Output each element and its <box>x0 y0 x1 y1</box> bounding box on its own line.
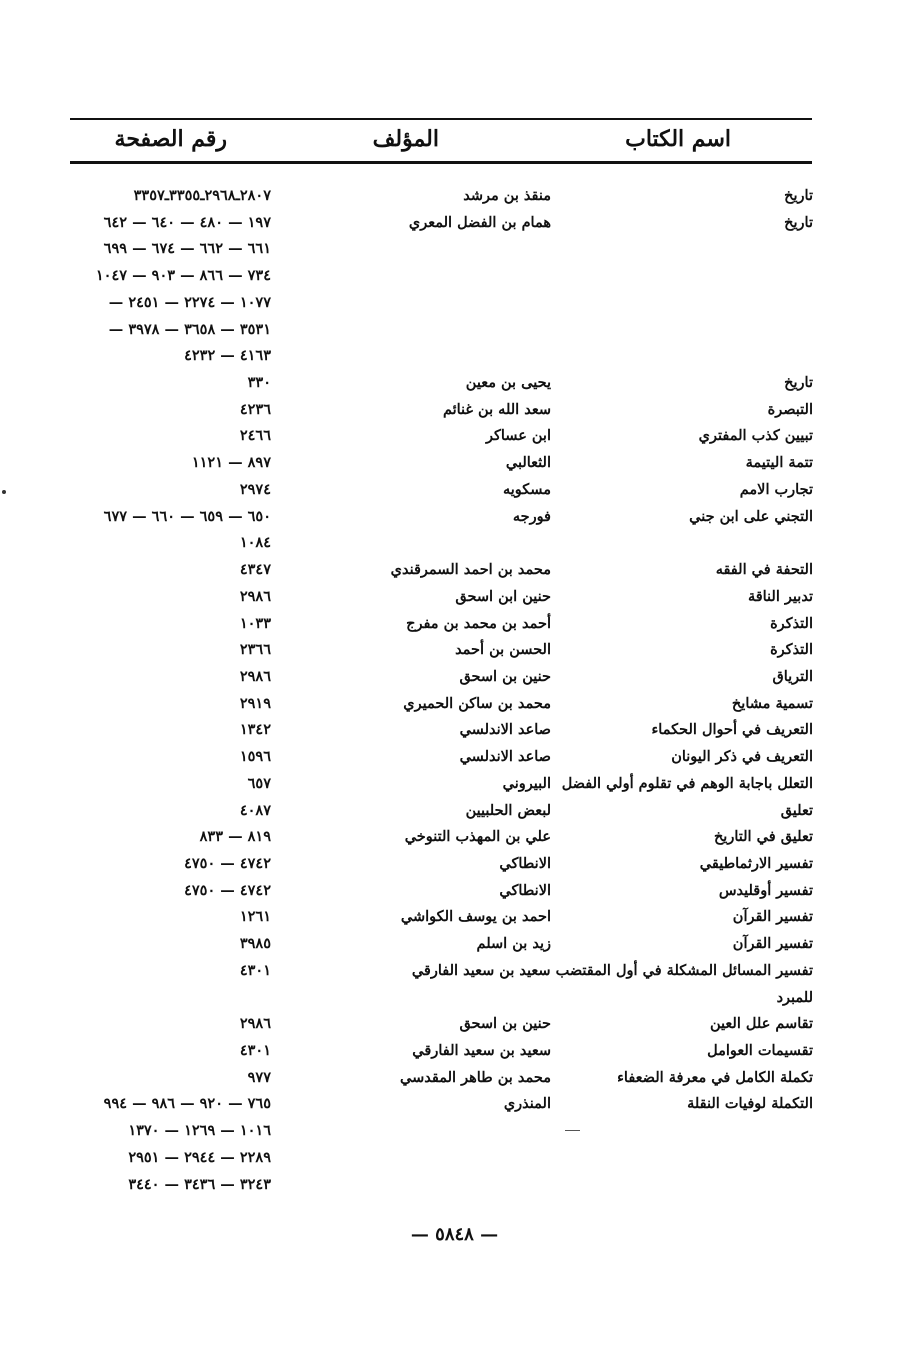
page-numbers-cell: ٤٧٤٢ — ٤٧٥٠ <box>184 881 271 899</box>
table-row <box>0 1066 909 1093</box>
author-cell: سعد الله بن غنائم <box>442 400 551 418</box>
table-row <box>0 558 909 585</box>
author-cell: يحيى بن معين <box>465 374 551 392</box>
page-numbers-cell: ٩٧٧ <box>247 1068 271 1086</box>
book-title-cell: الترياق <box>772 667 813 685</box>
page-numbers-cell: ٤٣٤٧ <box>239 561 271 579</box>
author-cell: ابن عساكر <box>485 427 551 445</box>
page-numbers-cell: ٤١٦٣ — ٤٢٣٢ <box>184 347 271 365</box>
book-title-cell: تفسير القرآن <box>732 935 813 953</box>
author-cell: لبعض الحلبيين <box>465 801 551 819</box>
page-numbers-cell: ٢٣٦٦ <box>239 641 271 659</box>
table-row <box>0 451 909 478</box>
page-numbers-cell: ١٠٣٣ <box>239 614 271 632</box>
book-title-cell: التجني على ابن جني <box>689 507 813 525</box>
book-title-cell: للمبرد <box>776 988 813 1006</box>
author-cell: فورجه <box>512 507 551 525</box>
table-row <box>0 692 909 719</box>
book-title-cell: تفسير المسائل المشكلة في أول المقتضب سعيد بن سعيد الفارقي <box>411 961 813 979</box>
table-row <box>0 825 909 852</box>
table-row <box>0 531 909 558</box>
author-cell: الحسن بن أحمد <box>455 641 551 659</box>
author-cell: حنين بن اسحق <box>459 667 551 685</box>
page-numbers-cell: ٣٢٤٣ — ٣٤٣٦ — ٣٤٤٠ <box>128 1175 271 1193</box>
table-row <box>0 478 909 505</box>
author-cell: الثعالبي <box>505 454 551 472</box>
page-numbers-cell: ١٠٧٧ — ٢٢٧٤ — ٢٤٥١ — <box>108 293 271 311</box>
page-footer-number: — ٥٨٤٨ — <box>410 1224 499 1245</box>
author-cell: مسكويه <box>502 480 551 498</box>
book-title-cell: تاريخ <box>784 213 813 231</box>
book-title-cell: تقاسم علل العين <box>710 1015 813 1033</box>
book-title-cell: تاريخ <box>784 374 813 392</box>
book-title-cell: تتمة اليتيمة <box>745 454 813 472</box>
table-row <box>0 398 909 425</box>
page-numbers-cell: ٤٢٣٦ <box>239 400 271 418</box>
page-numbers-cell: ٤٠٨٧ <box>239 801 271 819</box>
end-mark <box>565 1130 580 1131</box>
table-row <box>0 745 909 772</box>
table-row <box>0 986 909 1013</box>
table-row <box>0 184 909 211</box>
author-cell: محمد بن احمد السمرقندي <box>390 561 551 579</box>
book-title-cell: التحفة في الفقه <box>715 561 813 579</box>
table-row <box>0 1119 909 1146</box>
book-title-cell: تفسير الارثماطيقي <box>699 854 813 872</box>
table-row <box>0 852 909 879</box>
page-numbers-cell: ٨١٩ — ٨٣٣ <box>199 828 271 846</box>
page-numbers-cell: ٦٥٠ — ٦٥٩ — ٦٦٠ — ٦٧٧ <box>103 507 271 525</box>
author-cell: علي بن المهذب التنوخي <box>404 828 551 846</box>
margin-speck <box>2 490 6 494</box>
page-numbers-cell: ٨٩٧ — ١١٢١ <box>191 454 271 472</box>
page-numbers-cell: ٣٩٨٥ <box>239 935 271 953</box>
page-numbers-cell: ٢٩٨٦ <box>239 587 271 605</box>
book-title-cell: تدبير الناقة <box>747 587 813 605</box>
table-row <box>0 799 909 826</box>
header-book-name: اسم الكتاب <box>625 126 731 152</box>
author-cell: صاعد الاندلسي <box>459 721 551 739</box>
page-numbers-cell: ٢٩١٩ <box>239 694 271 712</box>
book-title-cell: تفسير أوقليدس <box>718 881 813 899</box>
author-cell: حنين ابن اسحق <box>455 587 551 605</box>
page-numbers-cell: ٢٢٨٩ — ٢٩٤٤ — ٢٩٥١ <box>128 1148 271 1166</box>
author-cell: همام بن الفضل المعري <box>408 213 551 231</box>
page-numbers-cell: ٧٣٤ — ٨٦٦ — ٩٠٣ — ١٠٤٧ <box>95 267 271 285</box>
author-cell: محمد بن ساكن الحميري <box>403 694 551 712</box>
page-numbers-cell: ٢٩٧٤ <box>239 480 271 498</box>
page-numbers-cell: ١٩٧ — ٤٨٠ — ٦٤٠ — ٦٤٢ <box>103 213 271 231</box>
book-title-cell: تقسيمات العوامل <box>707 1042 813 1059</box>
table-row <box>0 264 909 291</box>
page-numbers-cell: ٤٧٤٢ — ٤٧٥٠ <box>184 854 271 872</box>
book-title-cell: تعليق في التاريخ <box>713 828 813 846</box>
book-title-cell: التذكرة <box>770 614 813 632</box>
author-cell: المنذري <box>503 1095 551 1113</box>
book-title-cell: التعريف في ذكر اليونان <box>671 748 813 766</box>
table-row <box>0 905 909 932</box>
table-row <box>0 1146 909 1173</box>
top-rule <box>70 118 812 120</box>
book-title-cell: تبيين كذب المفتري <box>698 427 813 445</box>
header-page-number: رقم الصفحة <box>114 126 227 152</box>
table-row <box>0 1012 909 1039</box>
page-numbers-cell: ١٠١٦ — ١٢٦٩ — ١٣٧٠ <box>128 1122 271 1140</box>
author-cell: سعيد بن سعيد الفارقي <box>412 1042 551 1059</box>
book-title-cell: التذكرة <box>770 641 813 659</box>
author-cell: البيروني <box>502 774 551 792</box>
table-row <box>0 665 909 692</box>
book-title-cell: تفسير القرآن <box>732 908 813 926</box>
page-numbers-cell: ١٥٩٦ <box>239 748 271 766</box>
table-row <box>0 612 909 639</box>
table-row <box>0 291 909 318</box>
index-table <box>0 184 909 1199</box>
book-title-cell: تعليق <box>780 801 813 819</box>
table-row <box>0 638 909 665</box>
page-numbers-cell: ٧٦٥ — ٩٢٠ — ٩٨٦ — ٩٩٤ <box>103 1095 271 1113</box>
page-numbers-cell: ٣٣٠ <box>247 374 271 392</box>
page-numbers-cell: ٣٥٣١ — ٣٦٥٨ — ٣٩٧٨ — <box>108 320 271 338</box>
author-cell: محمد بن طاهر المقدسي <box>400 1068 551 1086</box>
page-numbers-cell: ١٢٦١ <box>239 908 271 926</box>
author-cell: منقذ بن مرشد <box>463 187 551 204</box>
table-row <box>0 932 909 959</box>
book-title-cell: التعلل باجابة الوهم في تقلوم أولي الفضل <box>561 774 813 792</box>
table-row <box>0 237 909 264</box>
table-row <box>0 879 909 906</box>
author-cell: حنين بن اسحق <box>459 1015 551 1033</box>
page-numbers-cell: ٢٩٨٦ <box>239 1015 271 1033</box>
author-cell: صاعد الاندلسي <box>459 748 551 766</box>
page-numbers-cell: ٦٥٧ <box>247 774 271 792</box>
table-row <box>0 424 909 451</box>
table-row <box>0 585 909 612</box>
book-title-cell: تكملة الكامل في معرفة الضعفاء <box>617 1068 813 1086</box>
page-numbers-cell: ٢٩٨٦ <box>239 667 271 685</box>
table-row <box>0 1092 909 1119</box>
book-title-cell: تجارب الامم <box>739 480 813 498</box>
table-row <box>0 211 909 238</box>
page-numbers-cell: ٢٨٠٧ـ٢٩٦٨ـ٣٣٥٥ـ٣٣٥٧ <box>133 187 271 204</box>
header-author: المؤلف <box>372 126 439 152</box>
table-row <box>0 505 909 532</box>
book-title-cell: التعريف في أحوال الحكماء <box>651 721 813 739</box>
author-cell: احمد بن يوسف الكواشي <box>400 908 551 926</box>
table-row <box>0 959 909 986</box>
author-cell: زيد بن اسلم <box>476 935 551 953</box>
table-row <box>0 1039 909 1066</box>
book-title-cell: تسمية مشايخ <box>731 694 813 712</box>
page-numbers-cell: ٤٣٠١ <box>239 961 271 979</box>
header-rule <box>70 161 812 164</box>
author-cell: الانطاكي <box>499 854 551 872</box>
book-title-cell: التبصرة <box>767 400 813 418</box>
author-cell: أحمد بن محمد بن مفرج <box>406 614 551 632</box>
table-row <box>0 1173 909 1200</box>
table-row <box>0 344 909 371</box>
book-title-cell: تاريخ <box>784 187 813 204</box>
page-numbers-cell: ٢٤٦٦ <box>239 427 271 445</box>
book-title-cell: التكملة لوفيات النقلة <box>687 1095 813 1113</box>
table-row <box>0 772 909 799</box>
author-cell: الانطاكي <box>499 881 551 899</box>
page-numbers-cell: ٤٣٠١ <box>239 1042 271 1059</box>
table-row <box>0 318 909 345</box>
table-row <box>0 718 909 745</box>
page-numbers-cell: ١٣٤٢ <box>239 721 271 739</box>
table-row <box>0 371 909 398</box>
page-numbers-cell: ١٠٨٤ <box>239 534 271 552</box>
page-numbers-cell: ٦٦١ — ٦٦٢ — ٦٧٤ — ٦٩٩ <box>103 240 271 258</box>
